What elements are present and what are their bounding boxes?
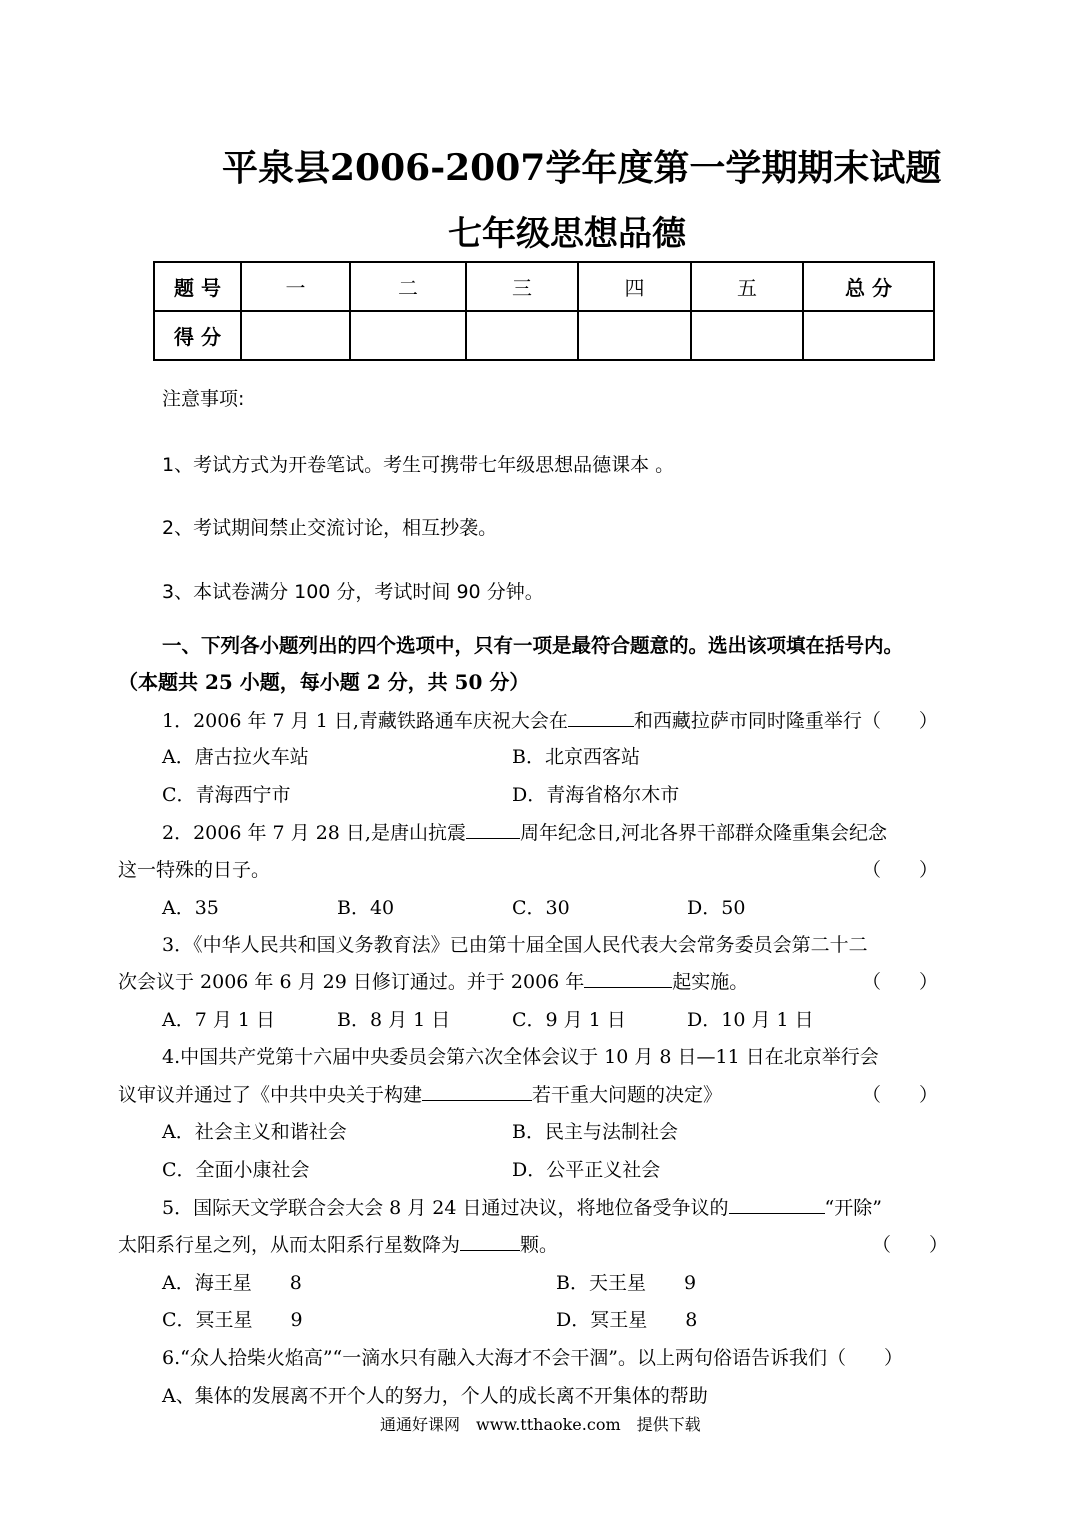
q2-blank — [466, 820, 520, 839]
q4-stem-cont: 议审议并通过了《中共中央关于构建 若干重大问题的决定》 — [118, 1084, 723, 1106]
score-header-1: 一 — [241, 262, 350, 311]
q5-stem: 5．国际天文学联合会大会 8 月 24 日通过决议，将地位备受争议的 “开除” — [162, 1197, 882, 1219]
q5-paren: （ ） — [872, 1234, 949, 1256]
q5-blank-1 — [729, 1195, 825, 1214]
q1-option-d: D．青海省格尔木市 — [512, 784, 680, 806]
score-header-2: 二 — [350, 262, 466, 311]
notice-item-1: 1、考试方式为开卷笔试。考生可携带七年级思想品德课本 。 — [162, 454, 675, 476]
score-header-label: 题 号 — [154, 262, 241, 311]
q1-option-a: A．唐古拉火车站 — [162, 746, 309, 768]
q2-option-d: D．50 — [687, 897, 746, 919]
q1-stem: 1．2006 年 7 月 1 日,青藏铁路通车庆祝大会在 和西藏拉萨市同时隆重举行（ ） — [162, 710, 938, 732]
q1-option-b: B．北京西客站 — [512, 746, 640, 768]
q2-paren: （ ） — [862, 859, 939, 881]
q5-option-c: C．冥王星 9 — [162, 1309, 303, 1331]
notice-item-3: 3、本试卷满分 100 分，考试时间 90 分钟。 — [162, 581, 544, 603]
q4-option-b: B．民主与法制社会 — [512, 1121, 678, 1143]
score-cell-1 — [241, 311, 350, 360]
q3-option-b: B．8 月 1 日 — [337, 1009, 451, 1031]
notice-item-2: 2、考试期间禁止交流讨论，相互抄袭。 — [162, 517, 498, 539]
q4-option-c: C．全面小康社会 — [162, 1159, 310, 1181]
score-header-total: 总 分 — [803, 262, 934, 311]
q3-option-c: C．9 月 1 日 — [512, 1009, 626, 1031]
score-header-5: 五 — [691, 262, 803, 311]
score-cell-5 — [691, 311, 803, 360]
score-header-4: 四 — [578, 262, 691, 311]
q3-paren: （ ） — [862, 971, 939, 993]
q6-option-a: A、集体的发展离不开个人的努力，个人的成长离不开集体的帮助 — [162, 1385, 708, 1407]
section1-heading: 一、下列各小题列出的四个选项中，只有一项是最符合题意的。选出该项填在括号内。 — [162, 634, 904, 657]
notice-heading: 注意事项: — [162, 388, 245, 410]
q3-stem: 3．《中华人民共和国义务教育法》已由第十届全国人民代表大会常务委员会第二十二 — [162, 934, 868, 956]
section1-subheading: （本题共 25 小题，每小题 2 分，共 50 分） — [118, 670, 530, 694]
q4-option-d: D．公平正义社会 — [512, 1159, 661, 1181]
q1-blank — [568, 708, 634, 727]
q2-option-c: C．30 — [512, 897, 570, 919]
q4-option-a: A．社会主义和谐社会 — [162, 1121, 347, 1143]
q6-stem: 6.“众人拾柴火焰高”“一滴水只有融入大海才不会干涸”。以上两句俗语告诉我们（ ） — [162, 1347, 903, 1369]
q4-blank — [422, 1082, 532, 1101]
q5-option-b: B．天王星 9 — [556, 1272, 697, 1294]
q2-option-b: B．40 — [337, 897, 395, 919]
page-title: 平泉县2006-2007学年度第一学期期末试题 — [222, 147, 942, 189]
q5-option-a: A．海王星 8 — [162, 1272, 302, 1294]
q3-stem-cont: 次会议于 2006 年 6 月 29 日修订通过。并于 2006 年 起实施。 — [118, 971, 749, 993]
page-subtitle: 七年级思想品德 — [448, 214, 686, 254]
score-table — [153, 261, 935, 361]
q5-option-d: D．冥王星 8 — [556, 1309, 698, 1331]
score-cell-3 — [466, 311, 578, 360]
q4-stem: 4.中国共产党第十六届中央委员会第六次全体会议于 10 月 8 日—11 日在北京举行会 — [162, 1046, 879, 1068]
q3-option-d: D．10 月 1 日 — [687, 1009, 814, 1031]
q2-stem-cont: 这一特殊的日子。 — [118, 859, 271, 881]
page-footer: 通通好课网 www.tthaoke.com 提供下载 — [380, 1415, 701, 1434]
score-row-label: 得 分 — [154, 311, 241, 360]
score-cell-total — [803, 311, 934, 360]
q5-blank-2 — [460, 1232, 520, 1251]
score-header-3: 三 — [466, 262, 578, 311]
score-cell-4 — [578, 311, 691, 360]
score-cell-2 — [350, 311, 466, 360]
q2-option-a: A．35 — [162, 897, 219, 919]
q1-option-c: C．青海西宁市 — [162, 784, 291, 806]
q3-option-a: A．7 月 1 日 — [162, 1009, 276, 1031]
q2-stem: 2．2006 年 7 月 28 日,是唐山抗震 周年纪念日,河北各界干部群众隆重集会纪念 — [162, 822, 887, 844]
q5-stem-cont: 太阳系行星之列，从而太阳系行星数降为 颗。 — [118, 1234, 559, 1256]
q3-blank — [584, 969, 672, 988]
q4-paren: （ ） — [862, 1084, 939, 1106]
